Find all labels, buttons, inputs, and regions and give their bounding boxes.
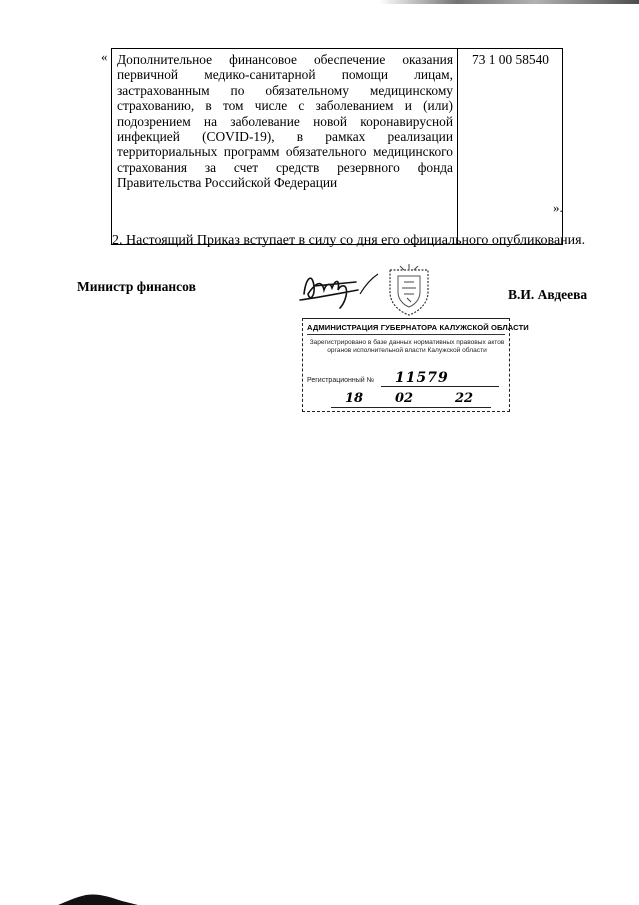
paragraph-effective-date: 2. Настоящий Приказ вступает в силу со дня его официального опубликования. bbox=[112, 233, 586, 248]
coat-of-arms-seal bbox=[380, 262, 438, 318]
signatory-name: В.И. Авдеева bbox=[508, 287, 588, 302]
table-row bbox=[112, 49, 563, 245]
registration-stamp bbox=[302, 318, 529, 412]
stamp-registration-number: 11579 bbox=[395, 370, 449, 386]
opening-quote: « bbox=[101, 49, 108, 64]
stamp-text: Зарегистрировано в базе данных нормативных правовых актов органов исполнительной власти Калужской области bbox=[309, 339, 505, 354]
signatory-title: Министр финансов bbox=[77, 279, 196, 294]
expenditure-description-cell: Дополнительное финансовое обеспечение оказания первичной медико-санитарной помощи лицам, застрахованным по обязательному медицинскому страхованию, в том числе с заболеванием и (или) подозрением на заболевание новой коронавирусной инфекцией (COVID-19), в рамках реализации территориальных программ обязательного медицинского страхования за счет средств резервного фонда Правительства Российской Федерации bbox=[112, 49, 458, 245]
scan-edge-artifact bbox=[379, 0, 639, 4]
scan-corner-artifact bbox=[58, 891, 138, 905]
stamp-number-line bbox=[381, 386, 499, 387]
budget-classification-table bbox=[111, 48, 563, 245]
stamp-registration-label: Регистрационный № bbox=[307, 377, 375, 384]
stamp-date-year: 22 bbox=[455, 391, 474, 406]
closing-quote: ». bbox=[553, 200, 563, 215]
stamp-date-day: 18 bbox=[345, 391, 364, 406]
budget-code-cell: 73 1 00 58540 bbox=[458, 49, 563, 245]
stamp-date-month: 02 bbox=[395, 391, 414, 406]
stamp-authority: АДМИНИСТРАЦИЯ ГУБЕРНАТОРА КАЛУЖСКОЙ ОБЛАСТИ bbox=[307, 323, 505, 335]
stamp-date-line bbox=[331, 407, 491, 408]
